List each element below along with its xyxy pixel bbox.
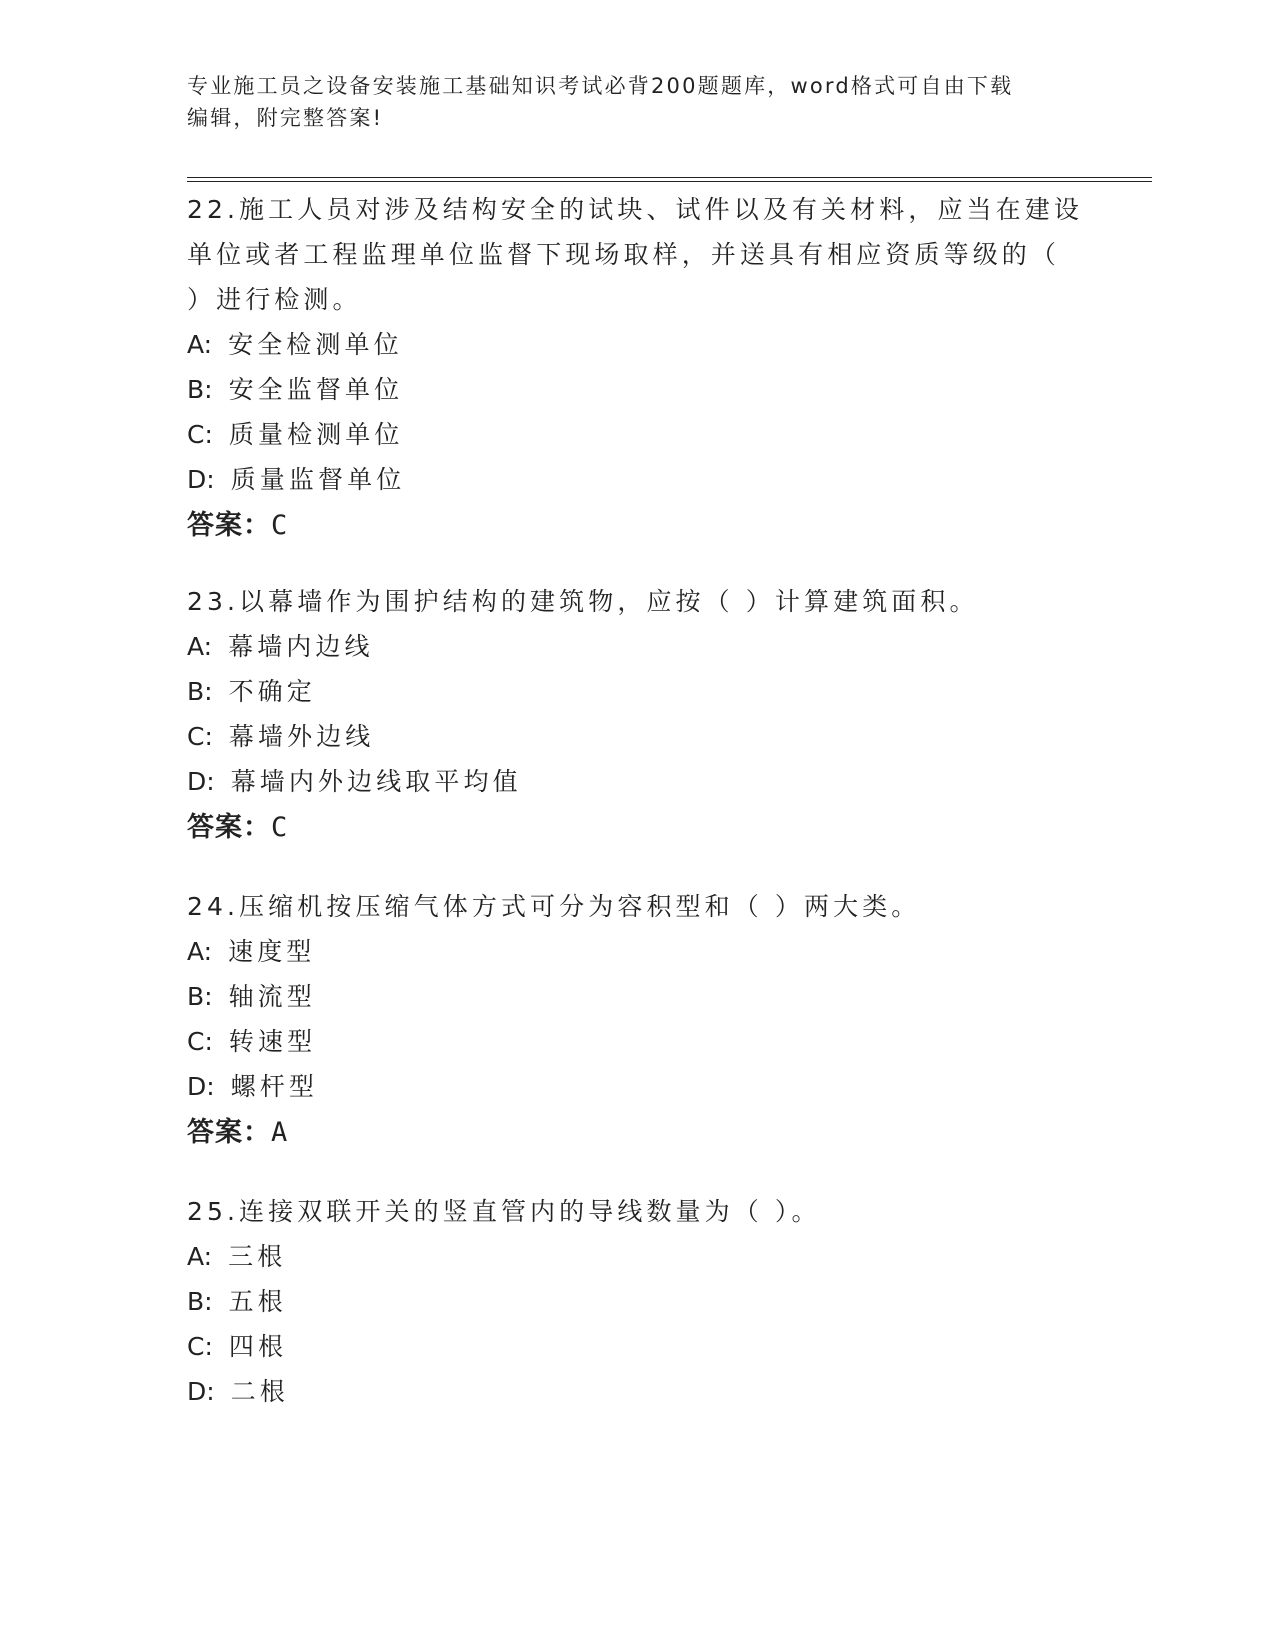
question-23 xyxy=(187,579,1087,851)
option-text: 四根 xyxy=(228,1332,288,1361)
stem-line: 23.以幕墙作为围护结构的建筑物，应按（ ）计算建筑面积。 xyxy=(187,587,979,616)
option-d xyxy=(187,759,1087,804)
option-label: A: xyxy=(187,937,213,966)
option-text: 安全监督单位 xyxy=(228,375,404,404)
question-25 xyxy=(187,1189,1087,1414)
option-c xyxy=(187,412,1087,457)
header-divider-bottom xyxy=(187,181,1152,182)
option-label: B: xyxy=(187,375,213,404)
option-b xyxy=(187,1279,1087,1324)
option-text: 三根 xyxy=(228,1242,287,1271)
answer xyxy=(187,805,1087,851)
option-label: C: xyxy=(187,1027,213,1056)
stem-line: ）进行检测。 xyxy=(187,285,362,314)
option-c xyxy=(187,714,1087,759)
option-label: D: xyxy=(187,1072,215,1101)
header-line-2: 编辑，附完整答案! xyxy=(187,106,384,130)
option-label: A: xyxy=(187,1242,213,1271)
option-a xyxy=(187,624,1087,669)
option-text: 五根 xyxy=(228,1287,287,1316)
option-label: C: xyxy=(187,1332,213,1361)
option-label: B: xyxy=(187,982,213,1011)
question-stem xyxy=(187,579,1087,624)
document-header xyxy=(187,70,1067,134)
header-line-1: 专业施工员之设备安装施工基础知识考试必背200题题库，word格式可自由下载 xyxy=(187,74,1014,98)
option-text: 转速型 xyxy=(228,1027,317,1056)
question-stem xyxy=(187,884,1087,929)
answer-value: C xyxy=(271,812,289,843)
option-text: 幕墙外边线 xyxy=(228,722,375,751)
option-text: 轴流型 xyxy=(228,982,316,1011)
option-text: 安全检测单位 xyxy=(228,330,403,359)
answer-label: 答案： xyxy=(187,510,271,541)
option-label: B: xyxy=(187,677,213,706)
option-label: C: xyxy=(187,722,213,751)
option-c xyxy=(187,1019,1087,1064)
option-text: 幕墙内外边线取平均值 xyxy=(230,767,522,796)
option-label: A: xyxy=(187,330,213,359)
answer-value: C xyxy=(271,510,289,541)
answer-label: 答案： xyxy=(187,812,271,843)
stem-line: 单位或者工程监理单位监督下现场取样，并送具有相应资质等级的（ xyxy=(187,240,1061,269)
option-label: A: xyxy=(187,632,213,661)
option-text: 幕墙内边线 xyxy=(228,632,374,661)
option-text: 速度型 xyxy=(228,937,316,966)
option-b xyxy=(187,367,1087,412)
answer-value: A xyxy=(271,1117,289,1148)
option-label: D: xyxy=(187,767,215,796)
question-stem xyxy=(187,187,1087,322)
stem-line: 25.连接双联开关的竖直管内的导线数量为（ ）。 xyxy=(187,1197,821,1226)
option-a xyxy=(187,1234,1087,1279)
answer xyxy=(187,1110,1087,1156)
stem-line: 22.施工人员对涉及结构安全的试块、试件以及有关材料，应当在建设 xyxy=(187,195,1083,224)
option-label: D: xyxy=(187,1377,215,1406)
option-label: D: xyxy=(187,465,215,494)
option-a xyxy=(187,929,1087,974)
option-text: 螺杆型 xyxy=(230,1072,318,1101)
option-text: 不确定 xyxy=(228,677,316,706)
option-d xyxy=(187,1369,1087,1414)
option-b xyxy=(187,974,1087,1019)
option-d xyxy=(187,457,1087,502)
option-d xyxy=(187,1064,1087,1109)
option-text: 质量监督单位 xyxy=(230,465,406,494)
option-c xyxy=(187,1324,1087,1369)
header-divider-top xyxy=(187,177,1152,178)
question-stem xyxy=(187,1189,1087,1234)
option-label: B: xyxy=(187,1287,213,1316)
answer xyxy=(187,503,1087,549)
question-22 xyxy=(187,187,1087,549)
option-text: 二根 xyxy=(230,1377,289,1406)
option-a xyxy=(187,322,1087,367)
answer-label: 答案： xyxy=(187,1117,271,1148)
question-24 xyxy=(187,884,1087,1156)
option-b xyxy=(187,669,1087,714)
option-label: C: xyxy=(187,420,213,449)
option-text: 质量检测单位 xyxy=(228,420,404,449)
stem-line: 24.压缩机按压缩气体方式可分为容积型和（ ）两大类。 xyxy=(187,892,921,921)
